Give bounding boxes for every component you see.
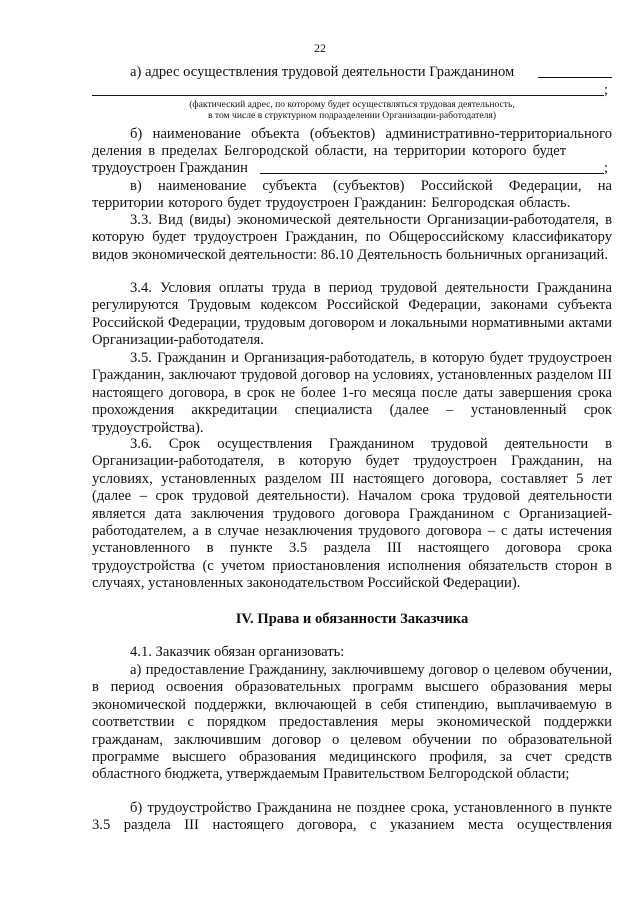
- address-footnote-2: в том числе в структурном подразделении Организации-работодателя): [207, 110, 497, 121]
- item-b-line-1: б) наименование объекта (объектов) административно-территориального: [130, 126, 612, 142]
- address-blank-line-2: [92, 83, 604, 96]
- item-a-address-text: а) адрес осуществления трудовой деятельности Гражданином: [130, 64, 515, 80]
- item-b-row-3: [92, 160, 612, 178]
- item-b-blank-line: [260, 161, 604, 174]
- paragraph-3-6: 3.6. Срок осуществления Гражданином трудовой деятельности в Организации-работодателя, в которую будет трудоустроен Гражданин, на условиях, установленных разделом III настоящего договора, составляет 5 лет (далее – срок трудовой деятельности). Началом срока трудовой деятельности является дата заключения трудового договора Гражданином с Организацией-работодателем, а в случае незаключения трудового договора – с даты истечения установленного в пункте 3.5 раздела III настоящего договора срока трудоустройства (с учетом приостановления исполнения обязательств сторон в случаях, установленных законодательством Российской Федерации).: [92, 436, 612, 592]
- semicolon-2: ;: [604, 160, 609, 176]
- section-iv-heading: IV. Права и обязанности Заказчика: [235, 611, 469, 627]
- page-number: 22: [314, 41, 326, 55]
- item-v-paragraph: в) наименование субъекта (субъектов) Российской Федерации, на территории которого будет трудоустроен Гражданин: Белгородская область.: [92, 178, 612, 212]
- address-continuation-row: [92, 82, 612, 100]
- paragraph-4-1-b: б) трудоустройство Гражданина не позднее срока, установленного в пункте 3.5 раздела III настоящего договора, с указанием места осуществления: [92, 800, 612, 834]
- item-b-row-1: [92, 126, 612, 144]
- address-blank-line: [538, 65, 612, 78]
- paragraph-3-5: 3.5. Гражданин и Организация-работодатель, в которую будет трудоустроен Гражданин, заключают трудовой договор на условиях, установленных разделом III настоящего договора, в срок не более 1-го месяца после даты завершения срока прохождения аккредитации специалиста (далее – установленный срок трудоустройства).: [92, 350, 612, 436]
- item-b-line-2: деления в пределах Белгородской области, на территории которого будет: [92, 143, 567, 159]
- paragraph-4-1-a: а) предоставление Гражданину, заключившему договор о целевом обучении, в период освоения образовательных программ высшего образования меры экономической поддержки, включающей в себя стипендию, выплачиваемую в соответствии с порядком предоставления меры экономической поддержки гражданам, заключившим договор о целевом обучении по образовательной программе высшего образования медицинского профиля, за счет средств областного бюджета, утверждаемым Правительством Белгородской области;: [92, 662, 612, 783]
- item-a-address-row: [92, 64, 612, 82]
- item-b-line-3: трудоустроен Гражданин: [92, 160, 248, 176]
- semicolon-1: ;: [604, 82, 609, 98]
- item-b-row-2: [92, 143, 612, 161]
- paragraph-4-1: 4.1. Заказчик обязан организовать:: [130, 644, 345, 660]
- address-footnote-1: (фактический адрес, по которому будет осуществляться трудовая деятельность,: [189, 99, 515, 110]
- paragraph-3-3: 3.3. Вид (виды) экономической деятельности Организации-работодателя, в которую будет трудоустроен Гражданин, по Общероссийскому классификатору видов экономической деятельности: 86.10 Деятельность больничных организаций.: [92, 212, 612, 263]
- paragraph-3-4: 3.4. Условия оплаты труда в период трудовой деятельности Гражданина регулируются Трудовым кодексом Российской Федерации, законами субъекта Российской Федерации, трудовым договором и локальными нормативными актами Организации-работодателя.: [92, 280, 612, 349]
